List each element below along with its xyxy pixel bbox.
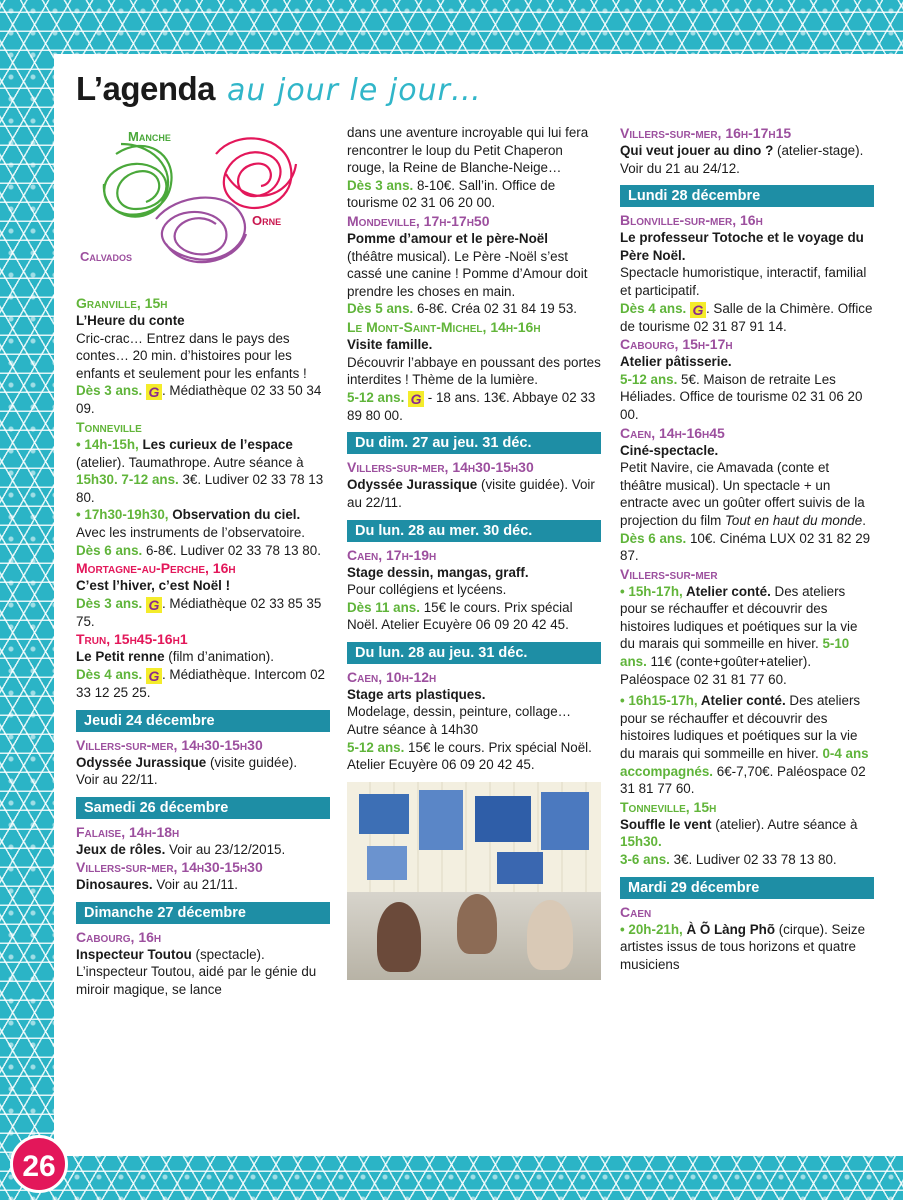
- event-contact: . Médiathèque. Intercom 02 33 12 25 25.: [76, 666, 325, 700]
- event-session-b: [76, 506, 330, 559]
- event-tonneville: [76, 418, 330, 559]
- event-mondeville: [347, 212, 601, 318]
- event-title: Ciné-spectacle.: [620, 442, 719, 458]
- event-age: Dès 3 ans.: [347, 177, 414, 193]
- event-age: 0-4 ans accompagnés.: [620, 746, 869, 779]
- event-age: Dès 6 ans.: [76, 542, 143, 558]
- event-place: Tonneville, 15h: [620, 798, 717, 815]
- event-info: [347, 177, 601, 212]
- event-contact: Voir au 23/12/2015.: [165, 841, 286, 857]
- event-contact: 15€ le cours. Prix spécial Noël. Atelier Ecuyère 06 09 20 42 45.: [347, 599, 573, 633]
- event-title: Atelier conté.: [682, 583, 771, 599]
- event-place: Blonville-sur-mer, 16h: [620, 212, 763, 229]
- event-time: • 17h30-19h30,: [76, 507, 169, 523]
- calvados-scribble: [156, 198, 246, 263]
- event-desc: (film d’animation).: [164, 649, 274, 665]
- event-place: Villers-sur-mer, 14h30-15h30: [76, 859, 263, 876]
- event-cabourg-toutou: [76, 928, 330, 999]
- page-title: L’agenda: [76, 70, 216, 107]
- event-contact: . Médiathèque 02 33 50 34 09.: [76, 383, 322, 417]
- event-title: Le Petit renne: [76, 649, 165, 665]
- event-info: [620, 530, 874, 565]
- event-place: Cabourg, 15h-17h: [620, 336, 733, 353]
- page-subtitle: au jour le jour…: [227, 73, 482, 108]
- photo-artwork: [497, 852, 543, 884]
- event-place: Le Mont-Saint-Michel, 14h-16h: [347, 318, 541, 335]
- photo-child: [457, 894, 497, 954]
- event-mont-saint-michel: [347, 318, 601, 424]
- event-title: Dinosaures.: [76, 877, 153, 893]
- event-place: Caen, 17h-19h: [347, 546, 437, 563]
- event-line: [620, 921, 874, 974]
- event-desc: Pour collégiens et lycéens.: [347, 582, 507, 598]
- column-3: [620, 124, 874, 973]
- event-title: Stage arts plastiques.: [347, 686, 486, 702]
- photo-artwork: [475, 796, 531, 842]
- event-contact: 15€ le cours. Prix spécial Noël. Atelier Ecuyère 06 09 20 42 45.: [347, 739, 592, 773]
- event-place: Caen: [620, 903, 652, 920]
- event-session-b: [620, 692, 874, 798]
- event-desc: Avec les instruments de l’observatoire.: [76, 524, 305, 540]
- event-title: Atelier pâtisserie.: [620, 354, 732, 370]
- event-place: Granville, 15h: [76, 295, 168, 311]
- event-line: [76, 946, 330, 999]
- event-villers-dino: [620, 124, 874, 177]
- event-title: Odyssée Jurassique: [347, 477, 478, 493]
- event-title: Inspecteur Toutou: [76, 946, 192, 962]
- free-badge: G: [146, 668, 162, 684]
- event-line: [76, 876, 330, 894]
- event-contact: 6-8€. Ludiver 02 33 78 13 80.: [142, 542, 321, 558]
- event-desc: (atelier). Taumathrope. Autre séance à: [76, 454, 304, 470]
- event-place: Mortagne-au-Perche, 16h: [76, 560, 236, 577]
- event-line: [620, 816, 874, 851]
- event-age: Dès 5 ans.: [347, 301, 414, 317]
- photo-artwork: [367, 846, 407, 880]
- event-age: Dès 6 ans.: [620, 530, 687, 546]
- event-age: 5-12 ans.: [620, 371, 678, 387]
- event-falaise: [76, 823, 330, 859]
- free-badge: G: [408, 391, 424, 407]
- event-villers-jurassique-2: [347, 458, 601, 511]
- event-line: [76, 754, 330, 772]
- event-desc: dans une aventure incroyable qui lui fera rencontrer le loup du Petit Chaperon rouge, la Reine de Blanche-Neige…: [347, 125, 589, 176]
- event-title: Pomme d’amour et le père-Noël: [347, 230, 548, 246]
- event-contact: Voir au 21/11.: [152, 877, 239, 893]
- event-age: Dès 4 ans.: [76, 666, 143, 682]
- page-header: [76, 70, 482, 114]
- event-caen-arts-plastiques: [347, 668, 601, 774]
- event-villers-jurassique: [76, 736, 330, 789]
- free-badge: G: [690, 302, 706, 318]
- event-desc: (atelier). Autre séance à: [711, 816, 858, 832]
- event-tonneville-vent: [620, 798, 874, 869]
- event-desc: (spectacle). L’inspecteur Toutou, aidé par le génie du miroir magique, se lance: [76, 946, 317, 998]
- event-place: Villers-sur-mer, 16h-17h15: [620, 125, 792, 141]
- event-villers-conte: [620, 565, 874, 798]
- event-contact: 6€-7,70€. Paléospace 02 31 81 77 60.: [620, 763, 866, 797]
- map-label-calvados: Calvados: [80, 249, 133, 264]
- event-title: C’est l’hiver, c’est Noël !: [76, 578, 231, 594]
- workshop-photo: [347, 782, 601, 980]
- day-header-lun28-jeu31: Du lun. 28 au jeu. 31 déc.: [347, 642, 601, 664]
- event-time-2: 15h30.: [620, 834, 662, 850]
- event-villers-dinosaures: [76, 858, 330, 894]
- event-place: Caen, 10h-12h: [347, 668, 437, 685]
- event-contact: 6-8€. Créa 02 31 84 19 53.: [413, 301, 578, 317]
- event-contact: 8-10€. Sall’in. Office de tourisme 02 31 06 20 00.: [347, 177, 556, 211]
- event-line: [347, 476, 601, 511]
- event-title: Jeux de rôles.: [76, 841, 166, 857]
- photo-artwork: [359, 794, 409, 834]
- event-info: [347, 599, 601, 634]
- event-age: Dès 3 ans.: [76, 595, 143, 611]
- event-desc: Des ateliers pour se réchauffer et découvrir des histoires ludiques et poétiques sur la vie du marais qui sommeille en hiver.: [620, 583, 858, 652]
- orne-scribble: [216, 138, 296, 208]
- event-age: 5-12 ans.: [347, 739, 405, 755]
- event-film-title: Tout en haut du monde: [724, 512, 863, 528]
- event-desc: Petit Navire, cie Amavada (conte et théâtre musical). Un spectacle + un entracte avec un goûter offert suivis de la projection du film: [620, 460, 865, 528]
- region-map: [76, 124, 330, 284]
- event-time: • 16h15-17h,: [620, 693, 698, 709]
- event-title: Odyssée Jurassique: [76, 754, 207, 770]
- event-title: À Õ Làng Phõ: [682, 921, 775, 937]
- event-cabourg-toutou-cont: [347, 124, 601, 212]
- day-header-lundi-28: Lundi 28 décembre: [620, 185, 874, 207]
- event-contact: Voir au 22/11.: [76, 772, 158, 788]
- event-info: [620, 851, 874, 869]
- photo-child: [527, 900, 573, 970]
- event-title: Souffle le vent: [620, 816, 712, 832]
- event-place: Tonneville: [76, 418, 142, 435]
- page-number: 26: [10, 1135, 68, 1193]
- map-label-manche: Manche: [128, 129, 171, 144]
- event-title: Visite famille.: [347, 336, 433, 352]
- event-info: [620, 300, 874, 336]
- event-title: Stage dessin, mangas, graff.: [347, 564, 529, 580]
- event-desc: Des ateliers pour se réchauffer et découvrir des histoires ludiques et poétiques sur la vie du marais qui sommeille en hiver.: [620, 693, 861, 762]
- event-contact: 10€. Cinéma LUX 02 31 82 29 87.: [620, 530, 871, 564]
- event-place: Cabourg, 16h: [76, 928, 162, 945]
- event-title: L’Heure du conte: [76, 313, 185, 328]
- event-desc: Modelage, dessin, peinture, collage… Autre séance à 14h30: [347, 704, 572, 738]
- event-desc: (atelier-stage). Voir du 21 au 24/12.: [620, 143, 864, 176]
- event-blonville: [620, 211, 874, 335]
- event-time-2: 15h30.: [76, 472, 118, 488]
- event-contact: . Salle de la Chimère. Office de tourisme 02 31 87 91 14.: [620, 300, 873, 334]
- event-title: Le professeur Totoche et le voyage du Père Noël.: [620, 230, 864, 263]
- event-place: Falaise, 14h-18h: [76, 823, 180, 840]
- event-age: 7-12 ans.: [117, 472, 179, 488]
- event-desc: (visite guidée).: [206, 754, 298, 770]
- event-place: Caen, 14h-16h45: [620, 424, 725, 441]
- event-desc-end: .: [862, 512, 866, 528]
- event-line: [620, 142, 874, 177]
- event-place: Villers-sur-mer, 14h30-15h30: [76, 736, 263, 753]
- free-badge: G: [146, 384, 162, 400]
- event-line: [76, 841, 330, 859]
- event-info: [76, 382, 330, 418]
- column-2: [347, 124, 601, 980]
- event-info: [76, 666, 330, 702]
- event-desc: (cirque). Seize artistes issus de tous horizons et quatre musiciens: [620, 921, 866, 972]
- event-place: Villers-sur-mer, 14h30-15h30: [347, 459, 534, 476]
- event-contact: 5€. Maison de retraite Les Héliades. Office de tourisme 02 31 06 20 00.: [620, 371, 863, 422]
- event-info: [347, 300, 601, 318]
- event-mortagne: [76, 559, 330, 630]
- event-contact: - 18 ans. 13€. Abbaye 02 33 89 80 00.: [347, 389, 596, 423]
- event-info: [76, 595, 330, 631]
- event-age: Dès 3 ans.: [76, 383, 143, 399]
- event-age: Dès 4 ans.: [620, 300, 687, 316]
- event-desc: (visite guidée). Voir au 22/11.: [347, 477, 595, 510]
- event-time: • 15h-17h,: [620, 583, 683, 599]
- event-contact: . Médiathèque 02 33 85 35 75.: [76, 595, 322, 629]
- event-session-a: [620, 583, 874, 689]
- agenda-page: [54, 54, 903, 1156]
- event-time: • 20h-21h,: [620, 921, 683, 937]
- event-session-a: [76, 436, 330, 506]
- event-place: Trun, 15h45-16h1: [76, 631, 188, 648]
- event-caen-cirque: [620, 903, 874, 974]
- event-age: 3-6 ans.: [620, 852, 670, 867]
- event-desc: (théâtre musical). Le Père -Noël s’est cassé une canine ! Pomme d’Amour doit prendre les choses en main.: [347, 248, 588, 299]
- event-place: Villers-sur-mer: [620, 565, 718, 582]
- event-contact: 3€. Ludiver 02 33 78 13 80.: [669, 852, 837, 867]
- event-info: [347, 389, 601, 425]
- photo-artwork: [541, 792, 589, 850]
- event-title: Les curieux de l’espace: [138, 436, 293, 452]
- manche-scribble: [104, 144, 172, 217]
- event-desc-line: [620, 459, 874, 529]
- event-desc: Cric-crac… Entrez dans le pays des contes… 20 min. d’histoires pour les enfants et seulement pour les enfants !: [76, 330, 307, 381]
- day-header-samedi-26: Samedi 26 décembre: [76, 797, 330, 819]
- event-line: [76, 648, 330, 666]
- column-1: [76, 124, 330, 999]
- event-desc: Spectacle humoristique, interactif, familial et participatif.: [620, 265, 867, 298]
- event-info: [620, 371, 874, 424]
- event-contact: 3€. Ludiver 02 33 78 13 80.: [76, 472, 324, 505]
- event-title: Atelier conté.: [697, 693, 786, 709]
- event-time: • 14h-15h,: [76, 436, 139, 452]
- event-age: 5-10 ans.: [620, 636, 850, 670]
- day-header-dimanche-27: Dimanche 27 décembre: [76, 902, 330, 924]
- event-age: 5-12 ans.: [347, 389, 405, 405]
- event-title: Observation du ciel.: [168, 507, 301, 523]
- event-info: [347, 739, 601, 774]
- day-header-dim27-jeu31: Du dim. 27 au jeu. 31 déc.: [347, 432, 601, 454]
- event-contact: 11€ (conte+goûter+atelier). Paléospace 02 31 81 77 60.: [620, 654, 812, 687]
- event-desc: Découvrir l’abbaye en poussant des portes interdites ! Thème de la lumière.: [347, 354, 601, 388]
- event-age: Dès 11 ans.: [347, 599, 420, 615]
- map-label-orne: Orne: [252, 213, 282, 228]
- event-caen-cine: [620, 424, 874, 565]
- event-title: Qui veut jouer au dino ?: [620, 143, 774, 158]
- day-header-mardi-29: Mardi 29 décembre: [620, 877, 874, 899]
- event-trun: [76, 630, 330, 701]
- event-granville: [76, 294, 330, 418]
- free-badge: G: [146, 597, 162, 613]
- photo-child: [377, 902, 421, 972]
- day-header-jeudi-24: Jeudi 24 décembre: [76, 710, 330, 732]
- event-cabourg-patisserie: [620, 335, 874, 423]
- event-caen-stage-dessin: [347, 546, 601, 634]
- event-place: Mondeville, 17h-17h50: [347, 212, 490, 229]
- photo-artwork: [419, 790, 463, 850]
- day-header-lun28-mer30: Du lun. 28 au mer. 30 déc.: [347, 520, 601, 542]
